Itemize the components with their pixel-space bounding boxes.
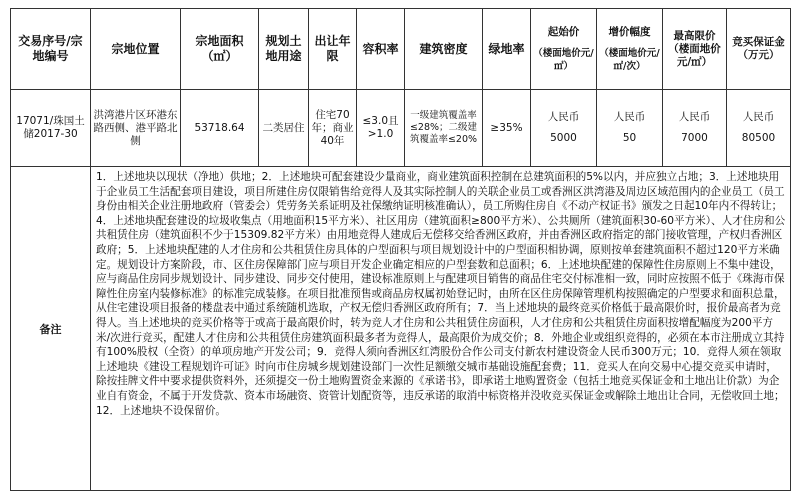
header-lot-no: 交易序号/宗地编号: [11, 9, 91, 90]
land-transfer-table: [10, 8, 791, 491]
header-increment-label: 增价幅度: [608, 25, 651, 38]
header-deposit: 竞买保证金（万元）: [727, 9, 791, 90]
header-start-price-label: 起始价: [547, 25, 580, 38]
header-max-price: 最高限价（楼面地价元/㎡）: [663, 9, 727, 90]
header-term: 出让年限: [309, 9, 357, 90]
remarks-text: 1．上述地块以现状（净地）供地；2．上述地块可配套建设少量商业，商业建筑面积控制在总建筑面积的5%以内，并应独立占地；3．上述地块用于企业员工生活配套项目建设，项目所建住房仅限销售给竞得人及其实际控制人的关联企业员工或香洲区洪湾港及周边区域范围内的企业员工（员工身份由相关企业注册地政府（管委会）凭劳务关系证明及社保缴纳证明核准确认），员工所购住房自《不动产权证书》颁发之日起10年内不得转让；4．上述地块配套建设的垃圾收集点（用地面积15平方米）、社区用房（建筑面积≥800平方米）、公共厕所（建筑面积30-60平方米）、人才住房和公共租赁住房（建筑面积不少于15309.82平方米）由用地竞得人建成后无偿移交给香洲区政府，并由香洲区政府指定的部门接收管理，产权归香洲区政府；5．上述地块配建的人才住房和公共租赁住房具体的户型面积与项目规划设计中的户型面积相协调，原则按单套建筑面积不超过120平方米确定。规划设计方案阶段，市、区住房保障部门应与项目开发企业确定相应的户型套数和总面积；6．上述地块配建的保障性住房原则上不集中建设，应与商品住房同步规划设计、同步建设、同步交付使用，建设标准原则上与配建项目销售的商品住宅交付标准相一致，同时应按照不低于《珠海市保障性住房室内装修标准》的标准完成装修。在项目批准预售或商品房权属初始登记时，由所在区住房保障管理机构按照确定的户型要求和面积总量，从住宅建设项目报备的楼盘表中通过系统随机选取，产权无偿归香洲区政府所有；7．当上述地块的最终竞买价格低于最高限价时，报价最高者为竞得人。当上述地块的竞买价格等于或高于最高限价时，转为竞人才住房和公共租赁住房面积，人才住房和公共租赁住房面积按增配幅度为200平方米/次进行竞买，配建人才住房和公共租赁住房建筑面积最多者为竞得人，最高限价为成交价；8．外地企业或组织竞得的，必须在本市注册成立其持有100%股权（全资）的单项房地产开发公司；9．竞得人须向香洲区红湾股份合作公司支付新农村建设资金人民币300万元；10．竞得人须在领取上述地块《建设工程规划许可证》时向市住房城乡规划建设部门一次性足额缴交城市基础设施配套费；11．竞买人在向交易中心提交竞买申请时，除按挂牌文件中要求提供资料外，还须提交一份土地购置资金来源的《承诺书》，即承诺土地购置资金（包括土地竞买保证金和土地出让价款）为企业自有资金，不属于开发贷款、资本市场融资、资管计划配资等，违反承诺的取消中标资格并没收竞买保证金或解除土地出让合同，无偿收回土地；12．上述地块不设保留价。: [91, 167, 791, 491]
start-price-currency: 人民币: [547, 111, 580, 123]
cell-deposit: [727, 90, 791, 167]
header-green: 绿地率: [483, 9, 531, 90]
deposit-currency: 人民币: [742, 111, 775, 123]
header-planned-use: 规划土地用途: [259, 9, 309, 90]
increment-value: 50: [622, 132, 637, 144]
remarks-row: [11, 167, 791, 491]
cell-max-price: [663, 90, 727, 167]
increment-currency: 人民币: [613, 111, 646, 123]
header-location: 宗地位置: [91, 9, 181, 90]
remarks-label: 备注: [11, 167, 91, 491]
header-increment-unit: （楼面地价元/㎡/次）: [599, 47, 660, 72]
header-density: 建筑密度: [405, 9, 483, 90]
cell-green: ≥35%: [483, 90, 531, 167]
header-start-price: [531, 9, 597, 90]
header-area: 宗地面积（㎡）: [181, 9, 259, 90]
header-increment: [597, 9, 663, 90]
max-price-value: 7000: [681, 132, 708, 144]
land-transfer-table-container: [10, 8, 790, 491]
max-price-currency: 人民币: [678, 111, 711, 123]
cell-lot-no: 17071/珠国土储2017-30: [11, 90, 91, 167]
table-header-row: [11, 9, 791, 90]
deposit-value: 80500: [741, 132, 776, 144]
cell-far: ≤3.0且>1.0: [357, 90, 405, 167]
cell-start-price: [531, 90, 597, 167]
start-price-value: 5000: [550, 132, 577, 144]
cell-increment: [597, 90, 663, 167]
header-start-price-unit: （楼面地价元/㎡）: [533, 47, 594, 72]
cell-planned-use: 二类居住: [259, 90, 309, 167]
header-far: 容积率: [357, 9, 405, 90]
cell-area: 53718.64: [181, 90, 259, 167]
cell-location: 洪湾港片区环港东路西侧、港平路北侧: [91, 90, 181, 167]
cell-term: 住宅70年；商业40年: [309, 90, 357, 167]
table-row: [11, 90, 791, 167]
cell-density: 一级建筑覆盖率≤28%；二级建筑覆盖率≤20%: [405, 90, 483, 167]
